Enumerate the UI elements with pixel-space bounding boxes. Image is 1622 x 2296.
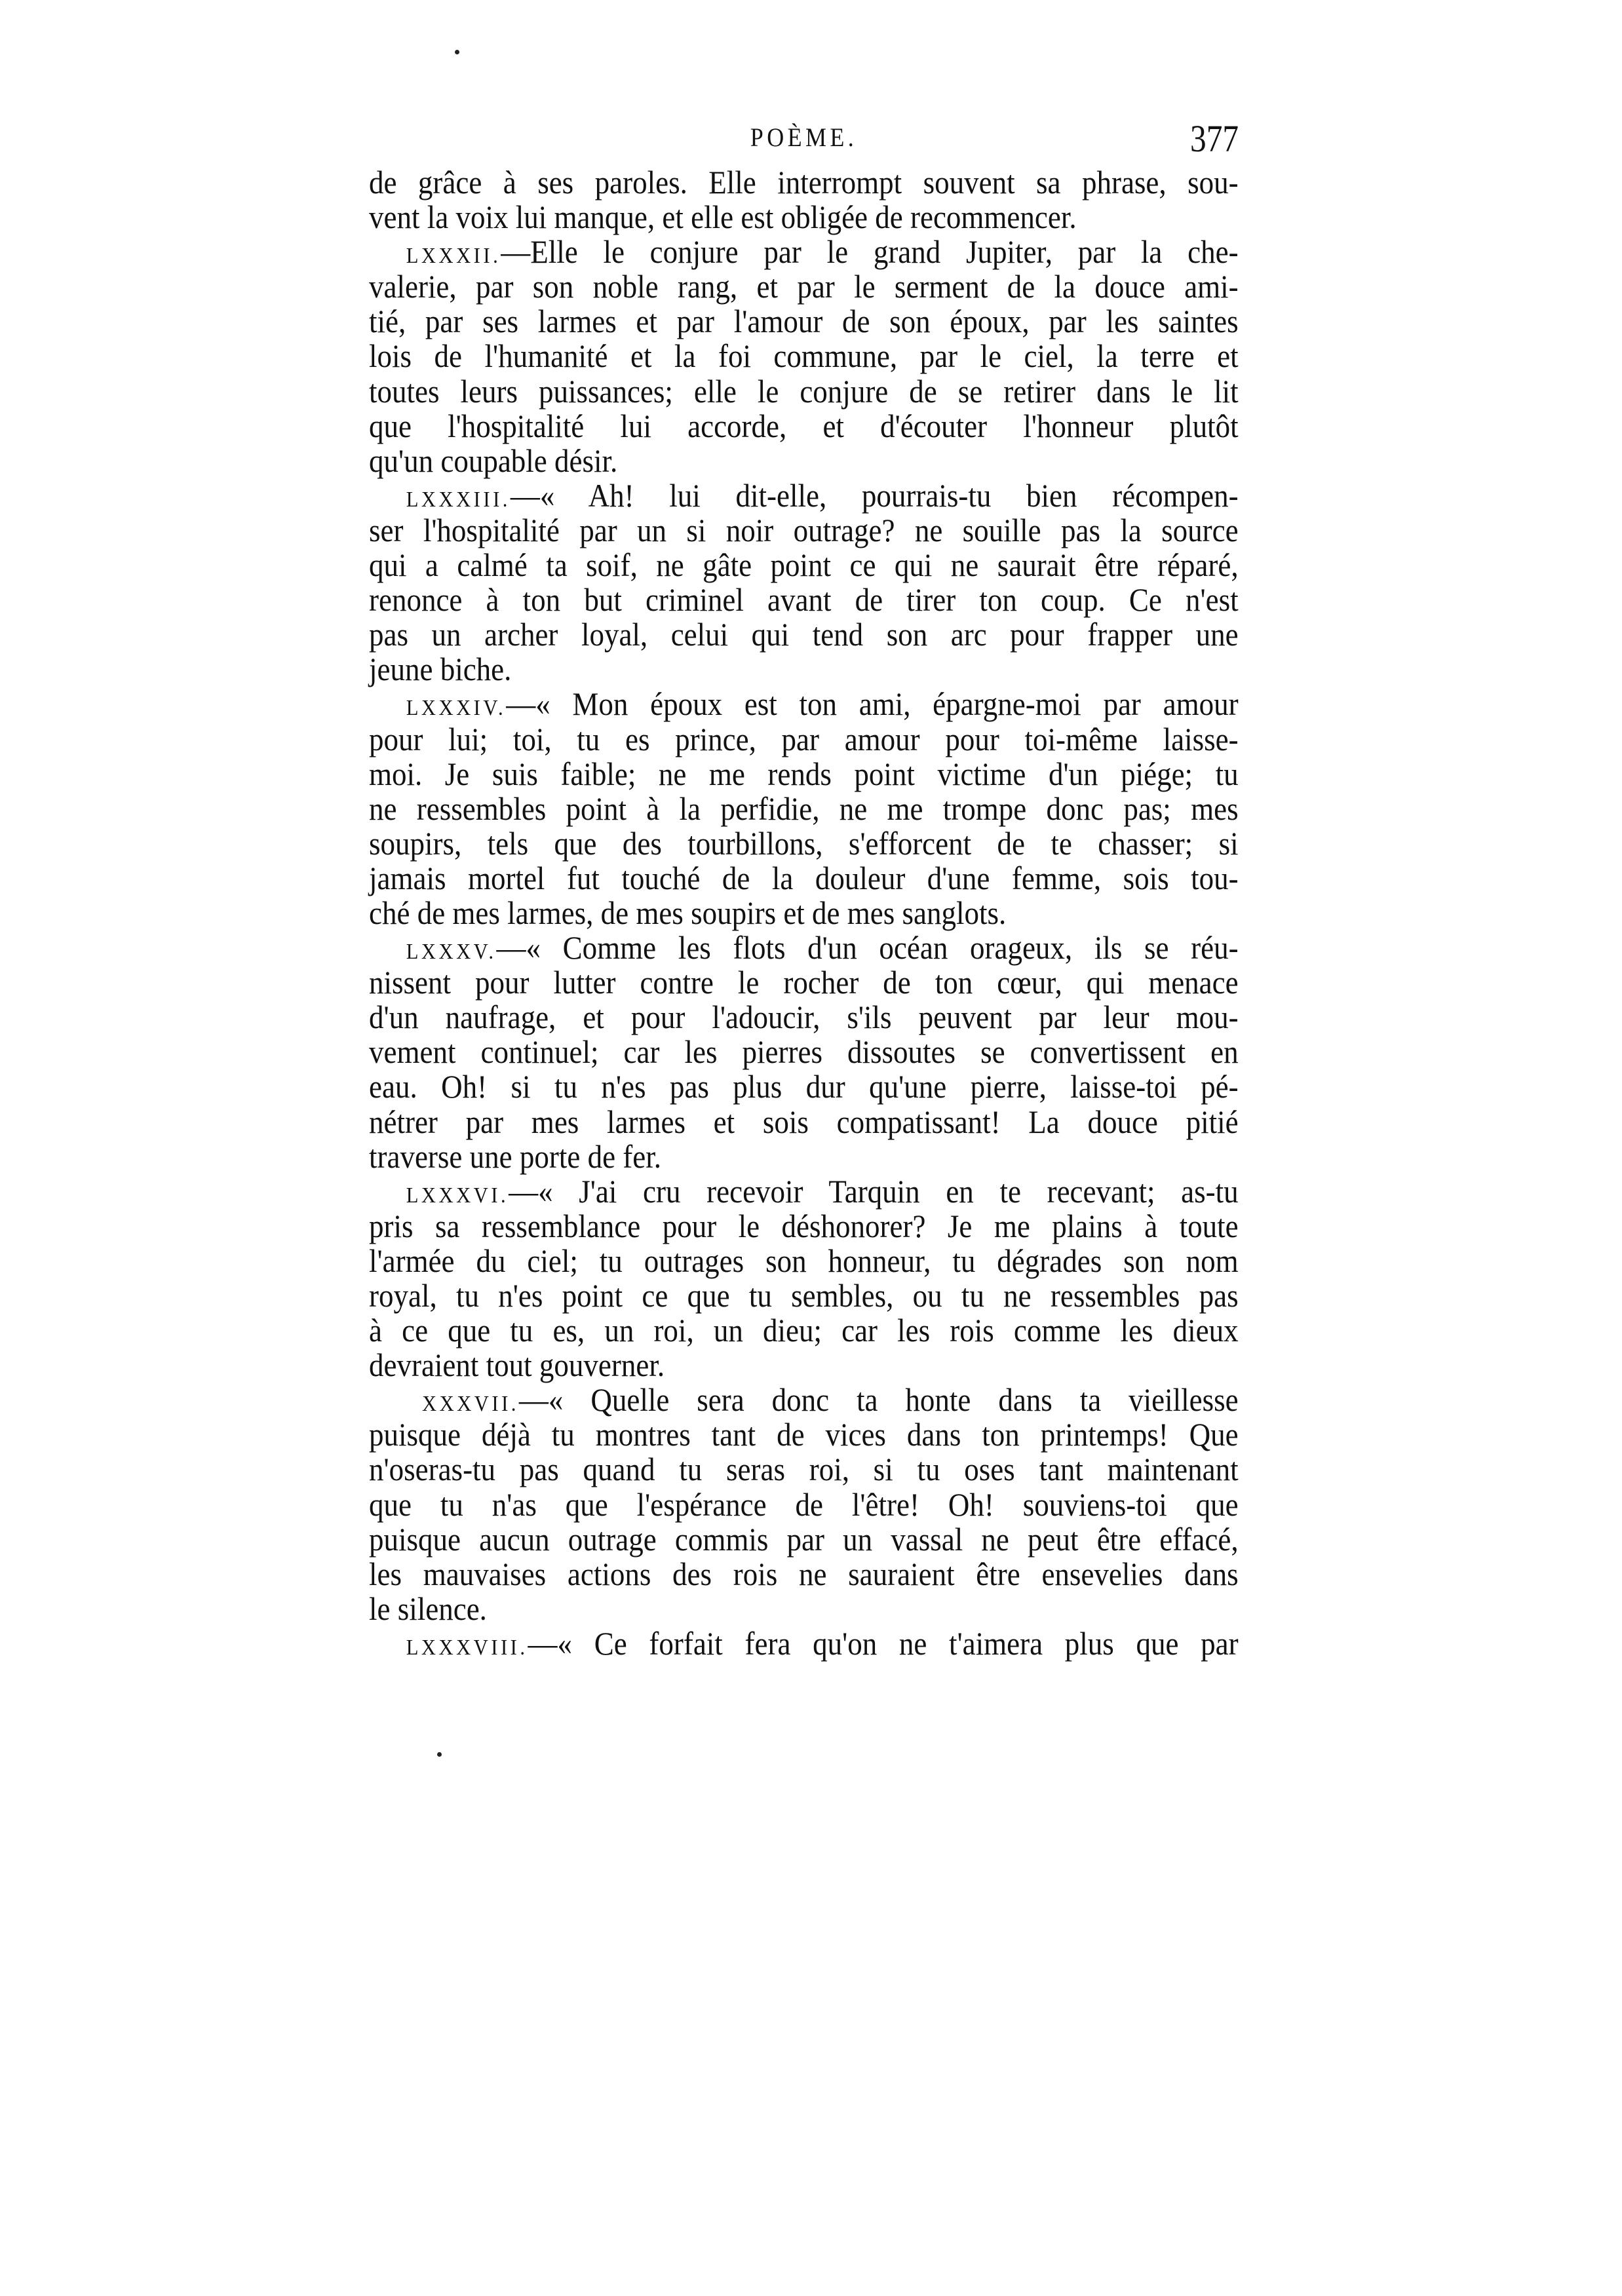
line-text: l'armée du ciel; tu outrages son honneur, tu dégrades son nom: [369, 1242, 1239, 1279]
text-line: [369, 478, 1239, 513]
text-line: [369, 652, 1239, 687]
text-line: [369, 792, 1239, 826]
text-line: [369, 1348, 1239, 1383]
stanza-numeral: LXXXVIII.: [406, 1635, 528, 1660]
text-line: [369, 339, 1239, 373]
line-text: les mauvaises actions des rois ne sauraient être ensevelies dans: [369, 1555, 1239, 1592]
line-content: [369, 1348, 1239, 1383]
line-content: [369, 757, 1239, 792]
text-line: [369, 1105, 1239, 1139]
line-content: [369, 1626, 1239, 1665]
line-content: [369, 722, 1239, 757]
text-line: [369, 896, 1239, 930]
line-content: [369, 965, 1239, 1000]
text-line: [369, 548, 1239, 583]
line-content: [369, 409, 1239, 444]
line-content: [369, 896, 1239, 930]
text-line: [369, 1626, 1239, 1661]
text-line: [369, 1174, 1239, 1209]
line-text: devraient tout gouverner.: [369, 1347, 665, 1384]
line-text: ser l'hospitalité par un si noir outrage? ne souille pas la source: [369, 511, 1239, 548]
line-text: nissent pour lutter contre le rocher de ton cœur, qui menace: [369, 964, 1239, 1001]
line-content: [369, 1035, 1239, 1069]
line-text: tié, par ses larmes et par l'amour de son époux, par les saintes: [369, 303, 1239, 340]
text-line: [369, 235, 1239, 269]
line-content: [369, 1278, 1239, 1313]
body-text: [369, 165, 1239, 1661]
line-content: [369, 1069, 1239, 1104]
line-content: [369, 339, 1239, 373]
line-text: —« Ce forfait fera qu'on ne t'aimera plus que par: [528, 1624, 1239, 1662]
line-content: [369, 374, 1239, 409]
line-text: jamais mortel fut touché de la douleur d'une femme, sois tou-: [369, 859, 1239, 896]
text-line: [369, 1278, 1239, 1313]
line-text: eau. Oh! si tu n'es pas plus dur qu'une pierre, laisse-toi pé-: [369, 1068, 1239, 1105]
text-line: [369, 826, 1239, 861]
line-text: —« Quelle sera donc ta honte dans ta vieillesse: [518, 1381, 1239, 1419]
line-text: pour lui; toi, tu es prince, par amour pour toi-même laisse-: [369, 720, 1239, 757]
line-content: [369, 861, 1239, 896]
line-content: [369, 1557, 1239, 1592]
line-content: [369, 444, 1239, 478]
text-line: [369, 617, 1239, 652]
line-content: [369, 617, 1239, 652]
text-line: [369, 930, 1239, 965]
text-line: [369, 1452, 1239, 1487]
text-line: [369, 304, 1239, 339]
line-text: que l'hospitalité lui accorde, et d'écouter l'honneur plutôt: [369, 407, 1239, 444]
line-text: royal, tu n'es point ce que tu sembles, ou tu ne ressembles pas: [369, 1277, 1239, 1314]
line-content: [369, 652, 1239, 687]
line-text: —Elle le conjure par le grand Jupiter, par la che-: [501, 233, 1239, 271]
line-text: nétrer par mes larmes et sois compatissant! La douce pitié: [369, 1103, 1239, 1140]
line-content: [369, 269, 1239, 304]
text-line: [369, 1522, 1239, 1557]
stanza-numeral: LXXXIII.: [406, 487, 511, 512]
text-line: [369, 374, 1239, 409]
line-text: à ce que tu es, un roi, un dieu; car les rois comme les dieux: [369, 1312, 1239, 1349]
line-content: [369, 1105, 1239, 1139]
line-text: vent la voix lui manque, et elle est obligée de recommencer.: [369, 199, 1077, 236]
line-text: toutes leurs puissances; elle le conjure de se retirer dans le lit: [369, 372, 1239, 410]
stanza-numeral: XXXVII.: [422, 1392, 519, 1417]
line-text: que tu n'as que l'espérance de l'être! Oh! souviens-toi que: [369, 1485, 1239, 1523]
line-text: vement continuel; car les pierres dissoutes se convertissent en: [369, 1033, 1239, 1071]
line-content: [369, 1209, 1239, 1244]
line-text: moi. Je suis faible; ne me rends point victime d'un piége; tu: [369, 755, 1239, 792]
text-line: [369, 1209, 1239, 1244]
text-line: [369, 1069, 1239, 1104]
line-content: [369, 548, 1239, 583]
text-line: [369, 1592, 1239, 1626]
line-content: [369, 1313, 1239, 1348]
running-title: POÈME.: [750, 123, 858, 152]
text-line: [369, 1487, 1239, 1522]
text-line: [369, 1000, 1239, 1035]
line-content: [369, 1417, 1239, 1452]
line-content: [369, 1244, 1239, 1278]
line-text: —« Comme les flots d'un océan orageux, ils se réu-: [496, 929, 1239, 966]
line-content: [369, 1000, 1239, 1035]
stanza-numeral: LXXXIV.: [406, 696, 507, 721]
line-text: valerie, par son noble rang, et par le serment de la douce ami-: [369, 268, 1239, 305]
line-text: de grâce à ses paroles. Elle interrompt souvent sa phrase, sou-: [369, 164, 1239, 201]
line-text: traverse une porte de fer.: [369, 1138, 662, 1175]
line-text: ché de mes larmes, de mes soupirs et de mes sanglots.: [369, 894, 1007, 931]
text-line: [369, 1557, 1239, 1592]
text-line: [369, 269, 1239, 304]
line-content: [369, 1522, 1239, 1557]
text-line: [369, 409, 1239, 444]
text-line: [369, 1383, 1239, 1417]
text-line: [369, 1417, 1239, 1452]
line-text: jeune biche.: [369, 651, 512, 688]
line-text: n'oseras-tu pas quand tu seras roi, si tu oses tant maintenant: [369, 1451, 1239, 1488]
line-text: qui a calmé ta soif, ne gâte point ce qui ne saurait être réparé,: [369, 546, 1239, 584]
line-content: [369, 304, 1239, 339]
line-text: ne ressembles point à la perfidie, ne me trompe donc pas; mes: [369, 790, 1239, 827]
line-content: [369, 1592, 1239, 1626]
page-header: [369, 117, 1239, 163]
text-line: [369, 1244, 1239, 1278]
ink-speck-top: [455, 50, 459, 54]
text-line: [369, 1139, 1239, 1174]
text-line: [369, 1313, 1239, 1348]
line-text: d'un naufrage, et pour l'adoucir, s'ils peuvent par leur mou-: [369, 999, 1239, 1036]
line-content: [369, 1139, 1239, 1174]
text-line: [369, 965, 1239, 1000]
text-line: [369, 687, 1239, 721]
text-line: [369, 861, 1239, 896]
line-text: puisque déjà tu montres tant de vices dans ton printemps! Que: [369, 1416, 1239, 1453]
text-line: [369, 200, 1239, 235]
line-content: [369, 513, 1239, 548]
line-text: pas un archer loyal, celui qui tend son arc pour frapper une: [369, 616, 1239, 653]
line-content: [369, 826, 1239, 861]
text-line: [369, 513, 1239, 548]
stanza-numeral: LXXXVI.: [406, 1183, 509, 1208]
line-text: —« Mon époux est ton ami, épargne-moi par amour: [506, 685, 1239, 723]
line-text: renonce à ton but criminel avant de tirer ton coup. Ce n'est: [369, 581, 1239, 619]
text-line: [369, 722, 1239, 757]
stanza-numeral: LXXXV.: [406, 940, 497, 965]
line-content: [369, 583, 1239, 617]
line-text: soupirs, tels que des tourbillons, s'efforcent de te chasser; si: [369, 824, 1239, 862]
stanza-numeral: LXXXII.: [406, 244, 501, 269]
line-content: [369, 165, 1239, 200]
text-line: [369, 757, 1239, 792]
line-text: lois de l'humanité et la foi commune, par le ciel, la terre et: [369, 337, 1239, 375]
text-line: [369, 1035, 1239, 1069]
page-number: 377: [1190, 117, 1239, 160]
line-content: [369, 200, 1239, 235]
line-text: —« Ah! lui dit-elle, pourrais-tu bien récompen-: [510, 476, 1239, 514]
line-text: qu'un coupable désir.: [369, 442, 618, 479]
text-line: [369, 583, 1239, 617]
line-content: [369, 1487, 1239, 1522]
line-text: —« J'ai cru recevoir Tarquin en te recevant; as-tu: [509, 1172, 1239, 1210]
line-content: [369, 792, 1239, 826]
text-line: [369, 444, 1239, 478]
line-content: [369, 1452, 1239, 1487]
text-line: [369, 165, 1239, 200]
line-text: pris sa ressemblance pour le déshonorer? Je me plains à toute: [369, 1207, 1239, 1244]
line-text: puisque aucun outrage commis par un vassal ne peut être effacé,: [369, 1520, 1239, 1558]
ink-speck-bottom: [437, 1752, 442, 1757]
line-text: le silence.: [369, 1590, 487, 1627]
